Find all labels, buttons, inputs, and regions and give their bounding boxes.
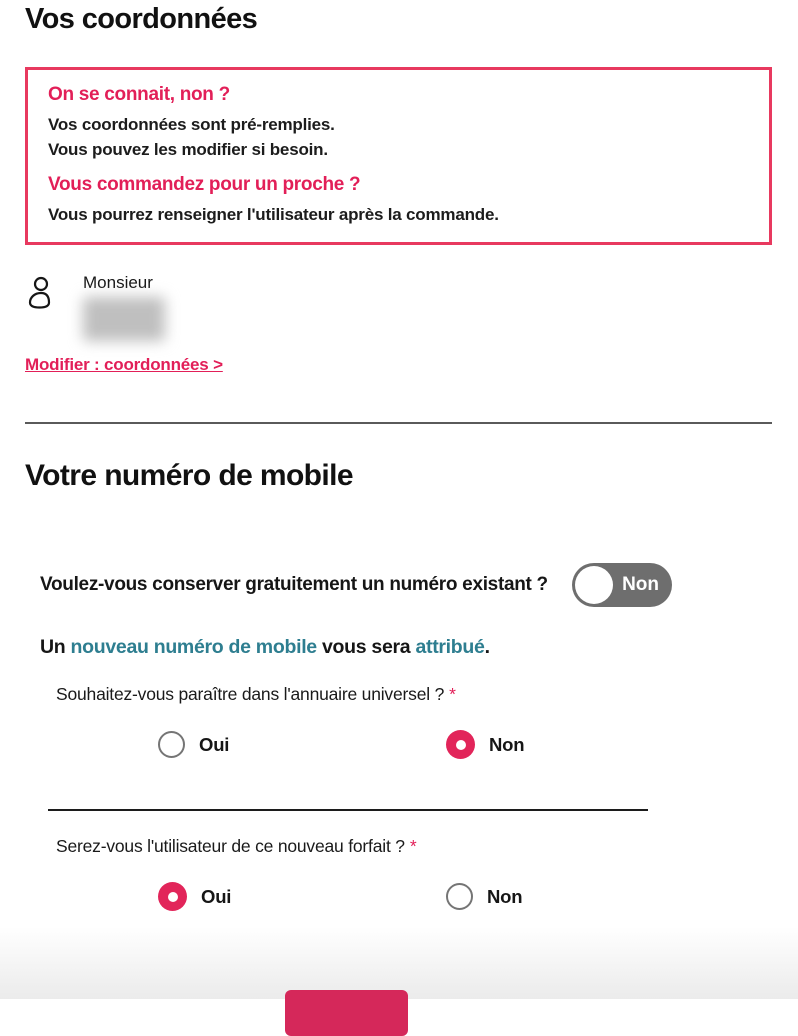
radio-unselected[interactable] <box>158 731 185 758</box>
civility-label: Monsieur <box>83 273 153 292</box>
user-icon <box>25 276 55 314</box>
sentence-suffix: . <box>484 636 490 658</box>
new-number-sentence <box>40 636 798 659</box>
directory-option-non[interactable] <box>351 730 647 759</box>
user-option-non[interactable] <box>351 882 647 911</box>
directory-option-oui[interactable] <box>55 730 351 759</box>
required-marker: * <box>449 684 456 704</box>
info-box <box>25 67 772 245</box>
toggle-knob <box>575 566 613 604</box>
sentence-middle: vous sera <box>316 636 416 658</box>
user-name-redacted <box>83 297 165 341</box>
user-option-oui[interactable] <box>55 882 351 911</box>
radio-label-oui: Oui <box>201 885 232 907</box>
contact-summary <box>25 274 798 341</box>
toggle-state-label: Non <box>622 574 659 595</box>
directory-question-text: Souhaitez-vous paraître dans l'annuaire universel ? <box>56 684 445 704</box>
radio-selected[interactable] <box>158 882 187 911</box>
directory-question <box>56 684 798 705</box>
contact-info <box>83 274 165 341</box>
sentence-prefix: Un <box>40 636 71 658</box>
info-box-text-1b: Vous pouvez les modifier si besoin. <box>48 140 328 159</box>
submit-button[interactable] <box>285 990 408 1036</box>
user-question <box>56 836 798 857</box>
question-divider <box>48 809 648 811</box>
required-marker: * <box>409 836 417 856</box>
info-box-title-1: On se connait, non ? <box>48 84 230 105</box>
keep-number-toggle[interactable] <box>572 563 672 607</box>
user-question-text: Serez-vous l'utilisateur de ce nouveau forfait ? <box>56 836 405 856</box>
keep-number-question: Voulez-vous conserver gratuitement un numéro existant ? <box>40 574 548 595</box>
section-divider <box>25 422 772 424</box>
info-box-text-2a: Vous pourrez renseigner l'utilisateur après la commande. <box>48 205 499 224</box>
bottom-gradient <box>0 927 798 999</box>
directory-radio-group <box>55 730 647 759</box>
radio-label-non: Non <box>487 885 523 907</box>
info-box-text-1a: Vos coordonnées sont pré-remplies. <box>48 115 335 134</box>
info-box-title-2: Vous commandez pour un proche ? <box>48 174 361 195</box>
user-radio-group <box>55 882 647 911</box>
sentence-highlight-2: attribué <box>415 636 485 658</box>
radio-label-non: Non <box>489 733 525 755</box>
edit-contact-link[interactable]: Modifier : coordonnées > <box>25 355 223 374</box>
radio-unselected[interactable] <box>446 883 473 910</box>
radio-label-oui: Oui <box>199 733 230 755</box>
sentence-highlight-1: nouveau numéro de mobile <box>70 636 317 658</box>
mobile-number-section-title: Votre numéro de mobile <box>25 459 353 492</box>
radio-selected[interactable] <box>446 730 475 759</box>
keep-number-row <box>40 563 672 607</box>
page-title: Vos coordonnées <box>25 3 258 35</box>
